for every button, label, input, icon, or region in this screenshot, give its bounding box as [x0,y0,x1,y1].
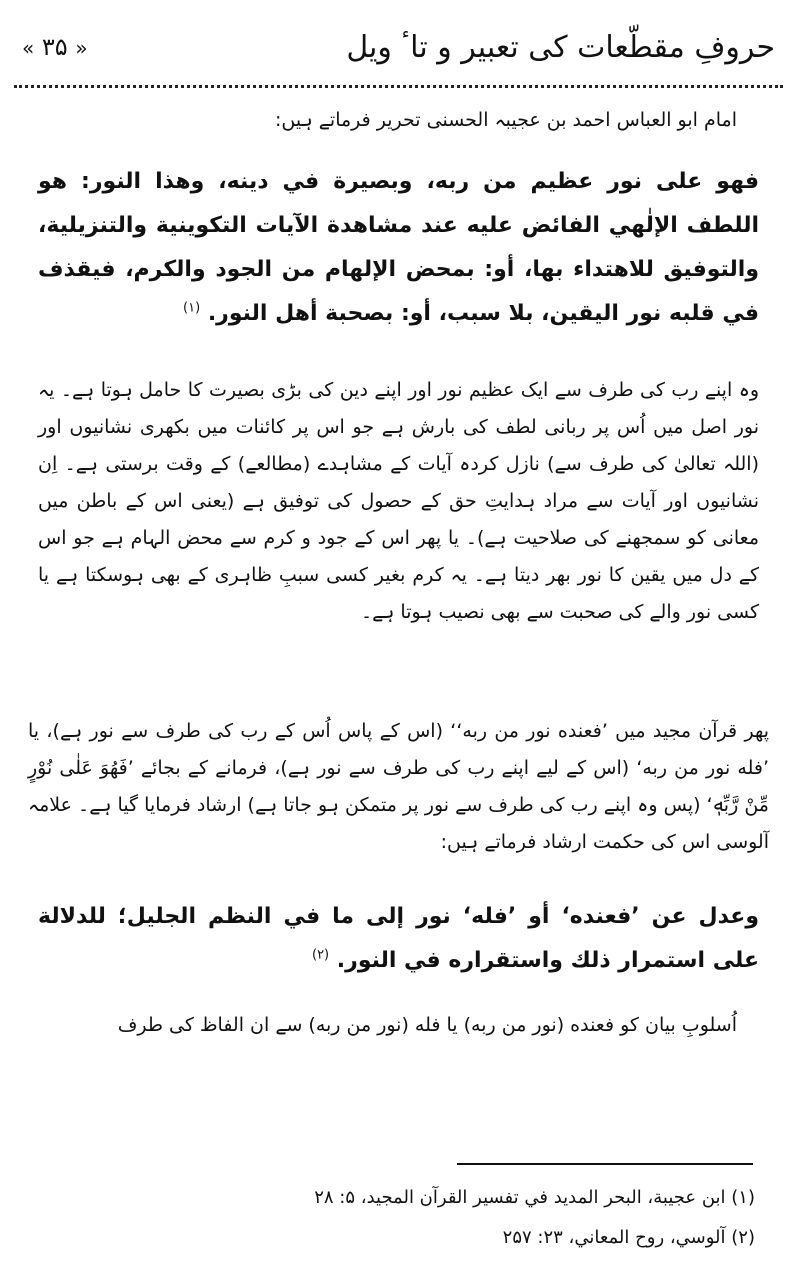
footnote-1: (۱) ابن عجيبة، البحر المديد في تفسير القرآن المجيد، ۵: ۲۸ [314,1187,755,1208]
header-divider [14,85,783,88]
arabic-quote-1 [38,160,759,336]
ornament-left-icon: « [22,36,35,60]
footnote-ref-1: (۱) [183,300,201,316]
intro-line-1: امام ابو العباس احمد بن عجیبہ الحسنی تحریر فرماتے ہیں: [275,109,737,131]
urdu-paragraph-3: اُسلوبِ بیان کو فعنده (نور من ربه) یا فله (نور من ربه) سے ان الفاظ کی طرف [117,1014,737,1036]
chapter-title: حروفِ مقطّعات کی تعبیر و تاٴ ویل [346,30,775,65]
arabic-quote-1-text: فهو على نور عظيم من ربه، وبصيرة في دينه، وهذا النور: هو اللطف الإلٰهي الفائض عليه عند مشاهدة الآيات التكوينية والتنزيلية، والتوفيق للاهتداء بها، أو: بمحض الإلهام من الجود والكرم، فيقذف في قلبه نور اليقين، بلا سبب، أو: بصحبة أهل النور. [38,169,759,326]
footnote-ref-2: (۲) [311,947,330,963]
page-number [22,32,88,63]
footnote-divider [457,1163,753,1165]
page-number-value: ۳۵ [41,33,68,61]
arabic-quote-2 [38,895,759,983]
footnote-2: (۲) آلوسي، روح المعاني، ۲۳: ۲۵۷ [502,1227,755,1248]
urdu-paragraph-1: وہ اپنے رب کی طرف سے ایک عظیم نور اور اپنے دین کی بڑی بصیرت کا حامل ہوتا ہے۔ یہ نور اصل میں اُس پر ربانی لطف کی بارش ہے جو اس پر کائنات میں بکھری نشانیوں اور (اللہ تعالیٰ کی طرف سے) نازل کردہ آیات کے مشاہدے (مطالعے) کے وقت برستی ہے۔ اِن نشانیوں اور آیات سے مراد ہدایتِ حق کے حصول کی توفیق ہے (یعنی اس کے باطن میں معانی کو سمجھنے کی صلاحیت ہے)۔ یا پھر اس کے جود و کرم سے محض الہام ہے جو اس کے دل میں یقین کا نور بھر دیتا ہے۔ یہ کرم بغیر کسی سببِ ظاہری کے بھی ہوسکتا ہے یا کسی نور والے کی صحبت سے بھی نصیب ہوتا ہے۔ [38,379,759,623]
footnotes [42,1178,755,1258]
ornament-right-icon: » [75,36,88,60]
page-header [22,22,775,78]
arabic-quote-2-text: وعدل عن ’فعنده‘ أو ’فله‘ نور إلى ما في النظم الجليل؛ للدلالة على استمرار ذلك واستقراره في النور. [38,904,759,973]
urdu-paragraph-2: پھر قرآن مجید میں ’فعنده نور من ربه‘‘ (اس کے پاس اُس کے رب کی طرف سے نور ہے)، یا ’فله نور من ربه‘ (اس کے لیے اپنے رب کی طرف سے نور ہے)، فرمانے کے بجائے ’فَهُوَ عَلٰى نُوْرٍ مِّنْ رَّبِّهٖ‘ (پس وہ اپنے رب کی طرف سے نور پر متمکن ہو جاتا ہے) ارشاد فرمایا گیا ہے۔ علامہ آلوسی اس کی حکمت ارشاد فرماتے ہیں: [28,720,769,853]
